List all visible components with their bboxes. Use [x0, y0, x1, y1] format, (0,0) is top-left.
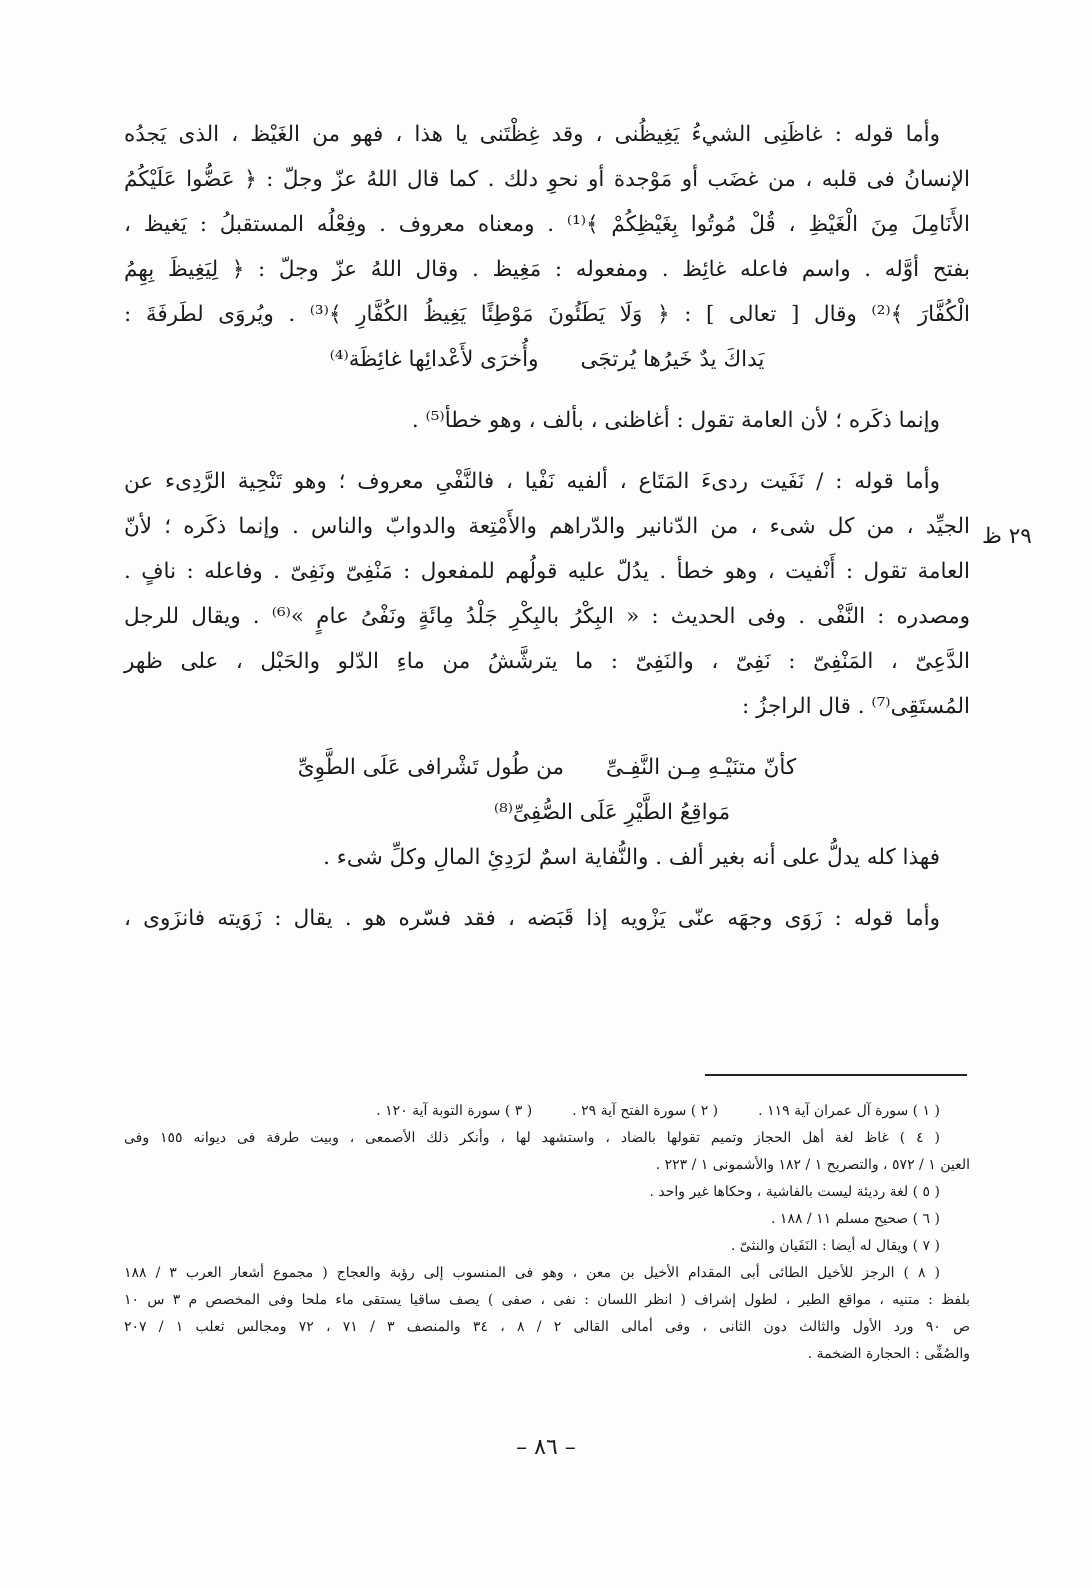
spacer: [124, 880, 970, 896]
text-line: ومصدره : النَّفْى . وفى الحديث : « البِكْرُ بالبِكْرِ جَلْدُ مِائَةٍ ونَفْىُ عامٍ »⁽⁶⁾ . ويقال للرجل: [124, 604, 971, 629]
footnote-8-cont: بلفظ : متنيه ، مواقع الطير ، لطول إشراف ( انظر اللسان : نفى ، صفى ) يصف ساقيا يستقى ماء ملحا وفى المخصص م ٣ س ١٠: [124, 1292, 970, 1308]
footnote-8: ( ٨ ) الرجز للأخيل الطائى أبى المقدام الأخيل بن معن ، وهو فى المنسوب إلى رؤبة والعجاج ( مجموع أشعار العرب ٣ / ١٨٨: [124, 1265, 940, 1281]
text-line: الأَنَامِلَ مِنَ الْغَيْظِ ، قُلْ مُوتُوا بِغَيْظِكُمْ ﴾⁽¹⁾ . ومعناه معروف . وفِعْلُه المستقبلُ : يَغيظ ،: [124, 212, 971, 237]
footnote-4: ( ٤ ) غاظ لغة أهل الحجاز وتميم تقولها بالضاد ، واستشهد لها ، وأنكر ذلك الأصمعى ، وبيت طرفة فى ديوانه ١٥٥ وفى: [124, 1130, 941, 1146]
folio-margin-note: ٢٩ ظ: [982, 524, 1032, 549]
paragraph-aghazani: [124, 398, 970, 443]
footnote-6: ( ٦ ) صحيح مسلم ١١ / ١٨٨ .: [771, 1211, 940, 1227]
paragraph-nafy: [124, 459, 970, 729]
paragraph-zawa: [124, 896, 970, 941]
text-line: العامة تقول : أَنْفيت ، وهو خطأ . يدُلّ عليه قولُهم للمفعول : مَنْفِىّ ونَفِىّ . وفاعله : نافٍ .: [124, 559, 970, 584]
text-line: الإنسانُ فى قلبه ، من غضَب أو مَوْجدة أو نحوِ دلك . كما قال اللهُ عزّ وجلّ : ﴿ عَضُّوا عَلَيْكُمُ: [124, 167, 970, 192]
verse-second-hemistich: وأُخرَى لأَعْدائِها غائِظَة⁽⁴⁾: [329, 347, 539, 372]
footnote-4-cont: العين ١ / ٥٧٢ ، والتصريح ١ / ١٨٢ والأشمونى ١ / ٢٢٣ .: [655, 1157, 970, 1173]
text-line: الجيِّد ، من كل شىء ، من الدّنانير والدّراهم والأَمْتِعة والدوابّ والناس . وإنما ذكَره ؛ لأنّ: [124, 514, 970, 539]
spacer: [124, 729, 970, 745]
verse-first-hemistich: كأنّ متنَيْـهِ مِـن النَّفِـىِّ: [606, 755, 797, 780]
verse-rajaz-third: مَواقِعُ الطَّيْرِ عَلَى الصُّفِىِّ⁽⁸⁾: [493, 800, 731, 825]
footnotes: [124, 1098, 970, 1368]
spacer: [124, 382, 970, 398]
text-line: بفتح أوَّله . واسم فاعله غائِظ . ومفعوله : مَغِيظ . وقال اللهُ عزّ وجلّ : ﴿ لِيَغِيظَ بِهِمُ: [124, 257, 970, 282]
text-line: وأما قوله : غاظَنِى الشيءُ يَغِيظُنى ، وقد غِظْتَنى يا هذا ، فهو من الغَيْظ ، الذى يَجدُه: [124, 122, 940, 147]
footnote-1: ( ١ ) سورة آل عمران آية ١١٩ .: [758, 1103, 940, 1119]
verse-second-hemistich: من طُول تَشْرافى عَلَى الطَّوِىِّ: [297, 755, 565, 780]
verse-first-hemistich: يَداكَ يدٌ خَيرُها يُرتجَى: [580, 347, 765, 372]
text-line: وإنما ذكَره ؛ لأن العامة تقول : أغاظنى ، بألف ، وهو خطأ⁽⁵⁾ .: [411, 408, 940, 433]
footnote-8-cont: ص ٩٠ ورد الأول والثالث دون الثانى ، وفى أمالى القالى ٢ / ٨ ، ٣٤ والمنصف ٣ / ٧١ ، ٧٢ ومجالس ثعلب ١ / ٢٠٧: [124, 1319, 970, 1335]
text-line: وأما قوله : / نَفَيت ردىءَ المَتَاع ، ألفيه نَفْيا ، فالنَّفْىِ معروف ؛ وهو تَنْحِية الرَّدِىء عن: [124, 469, 940, 494]
footnote-2: ( ٢ ) سورة الفتح آية ٢٩ .: [572, 1103, 719, 1119]
footnote-5: ( ٥ ) لغة رديئة ليست بالفاشية ، وحكاها غير واحد .: [649, 1184, 940, 1200]
page-number: – ٨٦ –: [516, 1435, 576, 1460]
text-line: الدَّعِىّ ، المَنْفِىّ : نَفِىّ ، والنَفِىّ : ما يترشَّشُ من ماءِ الدّلو والحَبْل ، على ظهر: [124, 649, 970, 674]
footnote-8-cont: والصُفِّى : الحجارة الضخمة .: [807, 1346, 970, 1362]
footnote-separator: [705, 1074, 967, 1076]
footnote-row-1-3: [124, 1098, 970, 1125]
paragraph-ghaiz: [124, 112, 970, 337]
text-line: وأما قوله : زَوَى وجهَه عنّى يَزْويه إذا قَبَضه ، فقد فسّره هو . يقال : زَوَيته فانزَوى ،: [124, 906, 940, 931]
footnote-3: ( ٣ ) سورة التوبة آية ١٢٠ .: [376, 1103, 533, 1119]
verse-tarafa: [124, 337, 970, 382]
text-line: فهذا كله يدلُّ على أنه بغير ألف . والنُّفاية اسمٌ لرَدِئِ المالِ وكلِّ شىء .: [323, 845, 940, 870]
main-text: [124, 112, 970, 941]
verse-rajaz: [124, 745, 970, 790]
spacer: [124, 443, 970, 459]
footnote-7: ( ٧ ) ويقال له أيضا : النَفَيان والنثىّ .: [730, 1238, 940, 1254]
text-line: الْكُفَّارَ ﴾⁽²⁾ وقال [ تعالى ] : ﴿ وَلَا يَطَئُونَ مَوْطِئًا يَغِيظُ الكُفَّارِ ﴾⁽³⁾ . ويُروَى لطَرفَةَ :: [124, 302, 970, 327]
text-line: المُستَقِى⁽⁷⁾ . قال الراجزُ :: [742, 694, 970, 719]
paragraph-nufaya: [124, 835, 970, 880]
